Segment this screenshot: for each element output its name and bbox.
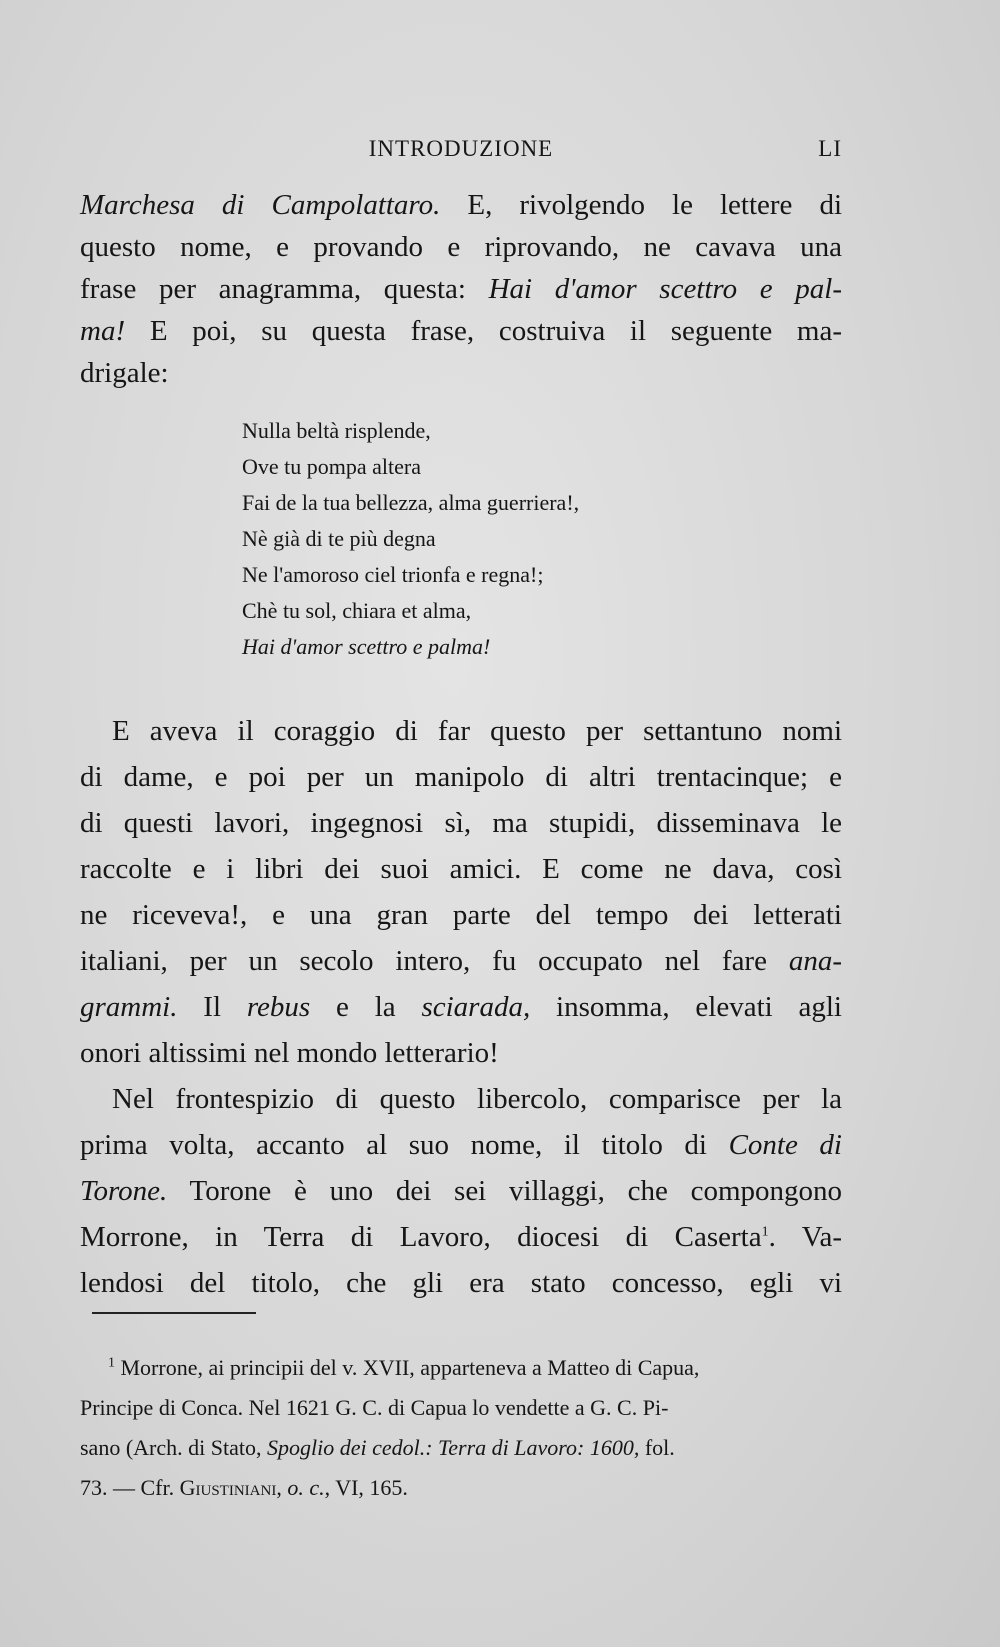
- text-line: grammi. Il rebus e la sciarada, insomma, elevati agli: [80, 991, 842, 1023]
- text-line: questo nome, e provando e riprovando, ne cavava una: [80, 231, 842, 263]
- verse-line: Chè tu sol, chiara et alma,: [242, 598, 472, 623]
- page-number: LI: [818, 136, 842, 161]
- text-line: Nel frontespizio di questo libercolo, comparisce per la: [112, 1083, 842, 1115]
- footnote-line: sano (Arch. di Stato, Spoglio dei cedol.: Terra di Lavoro: 1600, fol.: [80, 1435, 675, 1460]
- text-line: italiani, per un secolo intero, fu occupato nel fare ana-: [80, 945, 842, 977]
- text-line: ma! E poi, su questa frase, costruiva il seguente ma-: [80, 315, 842, 347]
- footnote-line: $^1$ Morrone, ai principii del v. XVII, apparteneva a Matteo di Capua,: [108, 1355, 700, 1380]
- text-line: drigale:: [80, 357, 169, 389]
- verse-line: Ove tu pompa altera: [242, 454, 421, 479]
- text-line: frase per anagramma, questa: Hai d'amor scettro e pal-: [80, 273, 842, 305]
- text-line: di dame, e poi per un manipolo di altri trentacinque; e: [80, 761, 842, 793]
- text-line: di questi lavori, ingegnosi sì, ma stupidi, disseminava le: [80, 807, 842, 839]
- footnote-marker: 1: [108, 1355, 115, 1371]
- text-line: raccolte e i libri dei suoi amici. E come ne dava, così: [80, 853, 842, 885]
- text-line: ne riceveva!, e una gran parte del tempo dei letterati: [80, 899, 842, 931]
- footnote-line: 73. — Cfr. Giustiniani, o. c., VI, 165.: [80, 1475, 408, 1500]
- text-line: Torone. Torone è uno dei sei villaggi, che compongono: [80, 1175, 842, 1207]
- text-line: Morrone, in Terra di Lavoro, diocesi di Caserta$^1$. Va-: [80, 1221, 843, 1253]
- text-line: onori altissimi nel mondo letterario!: [80, 1037, 499, 1069]
- text-line: prima volta, accanto al suo nome, il titolo di Conte di: [80, 1129, 842, 1161]
- verse-line: Fai de la tua bellezza, alma guerriera!,: [242, 490, 580, 515]
- text-line: lendosi del titolo, che gli era stato concesso, egli vi: [80, 1267, 842, 1299]
- footnote-line: Principe di Conca. Nel 1621 G. C. di Capua lo vendette a G. C. Pi-: [80, 1395, 669, 1420]
- verse-line: Hai d'amor scettro e palma!: [242, 634, 491, 659]
- text-line: Marchesa di Campolattaro. E, rivolgendo le lettere di: [80, 189, 842, 221]
- footnote-rule: [92, 1312, 256, 1314]
- footnote-ref: 1: [761, 1224, 769, 1240]
- running-head-title: INTRODUZIONE: [368, 136, 554, 161]
- verse-line: Ne l'amoroso ciel trionfa e regna!;: [242, 562, 544, 587]
- verse-line: Nè già di te più degna: [242, 526, 436, 551]
- verse-line: Nulla beltà risplende,: [242, 418, 431, 443]
- text-line: E aveva il coraggio di far questo per settantuno nomi: [112, 715, 842, 747]
- running-head: [80, 136, 842, 176]
